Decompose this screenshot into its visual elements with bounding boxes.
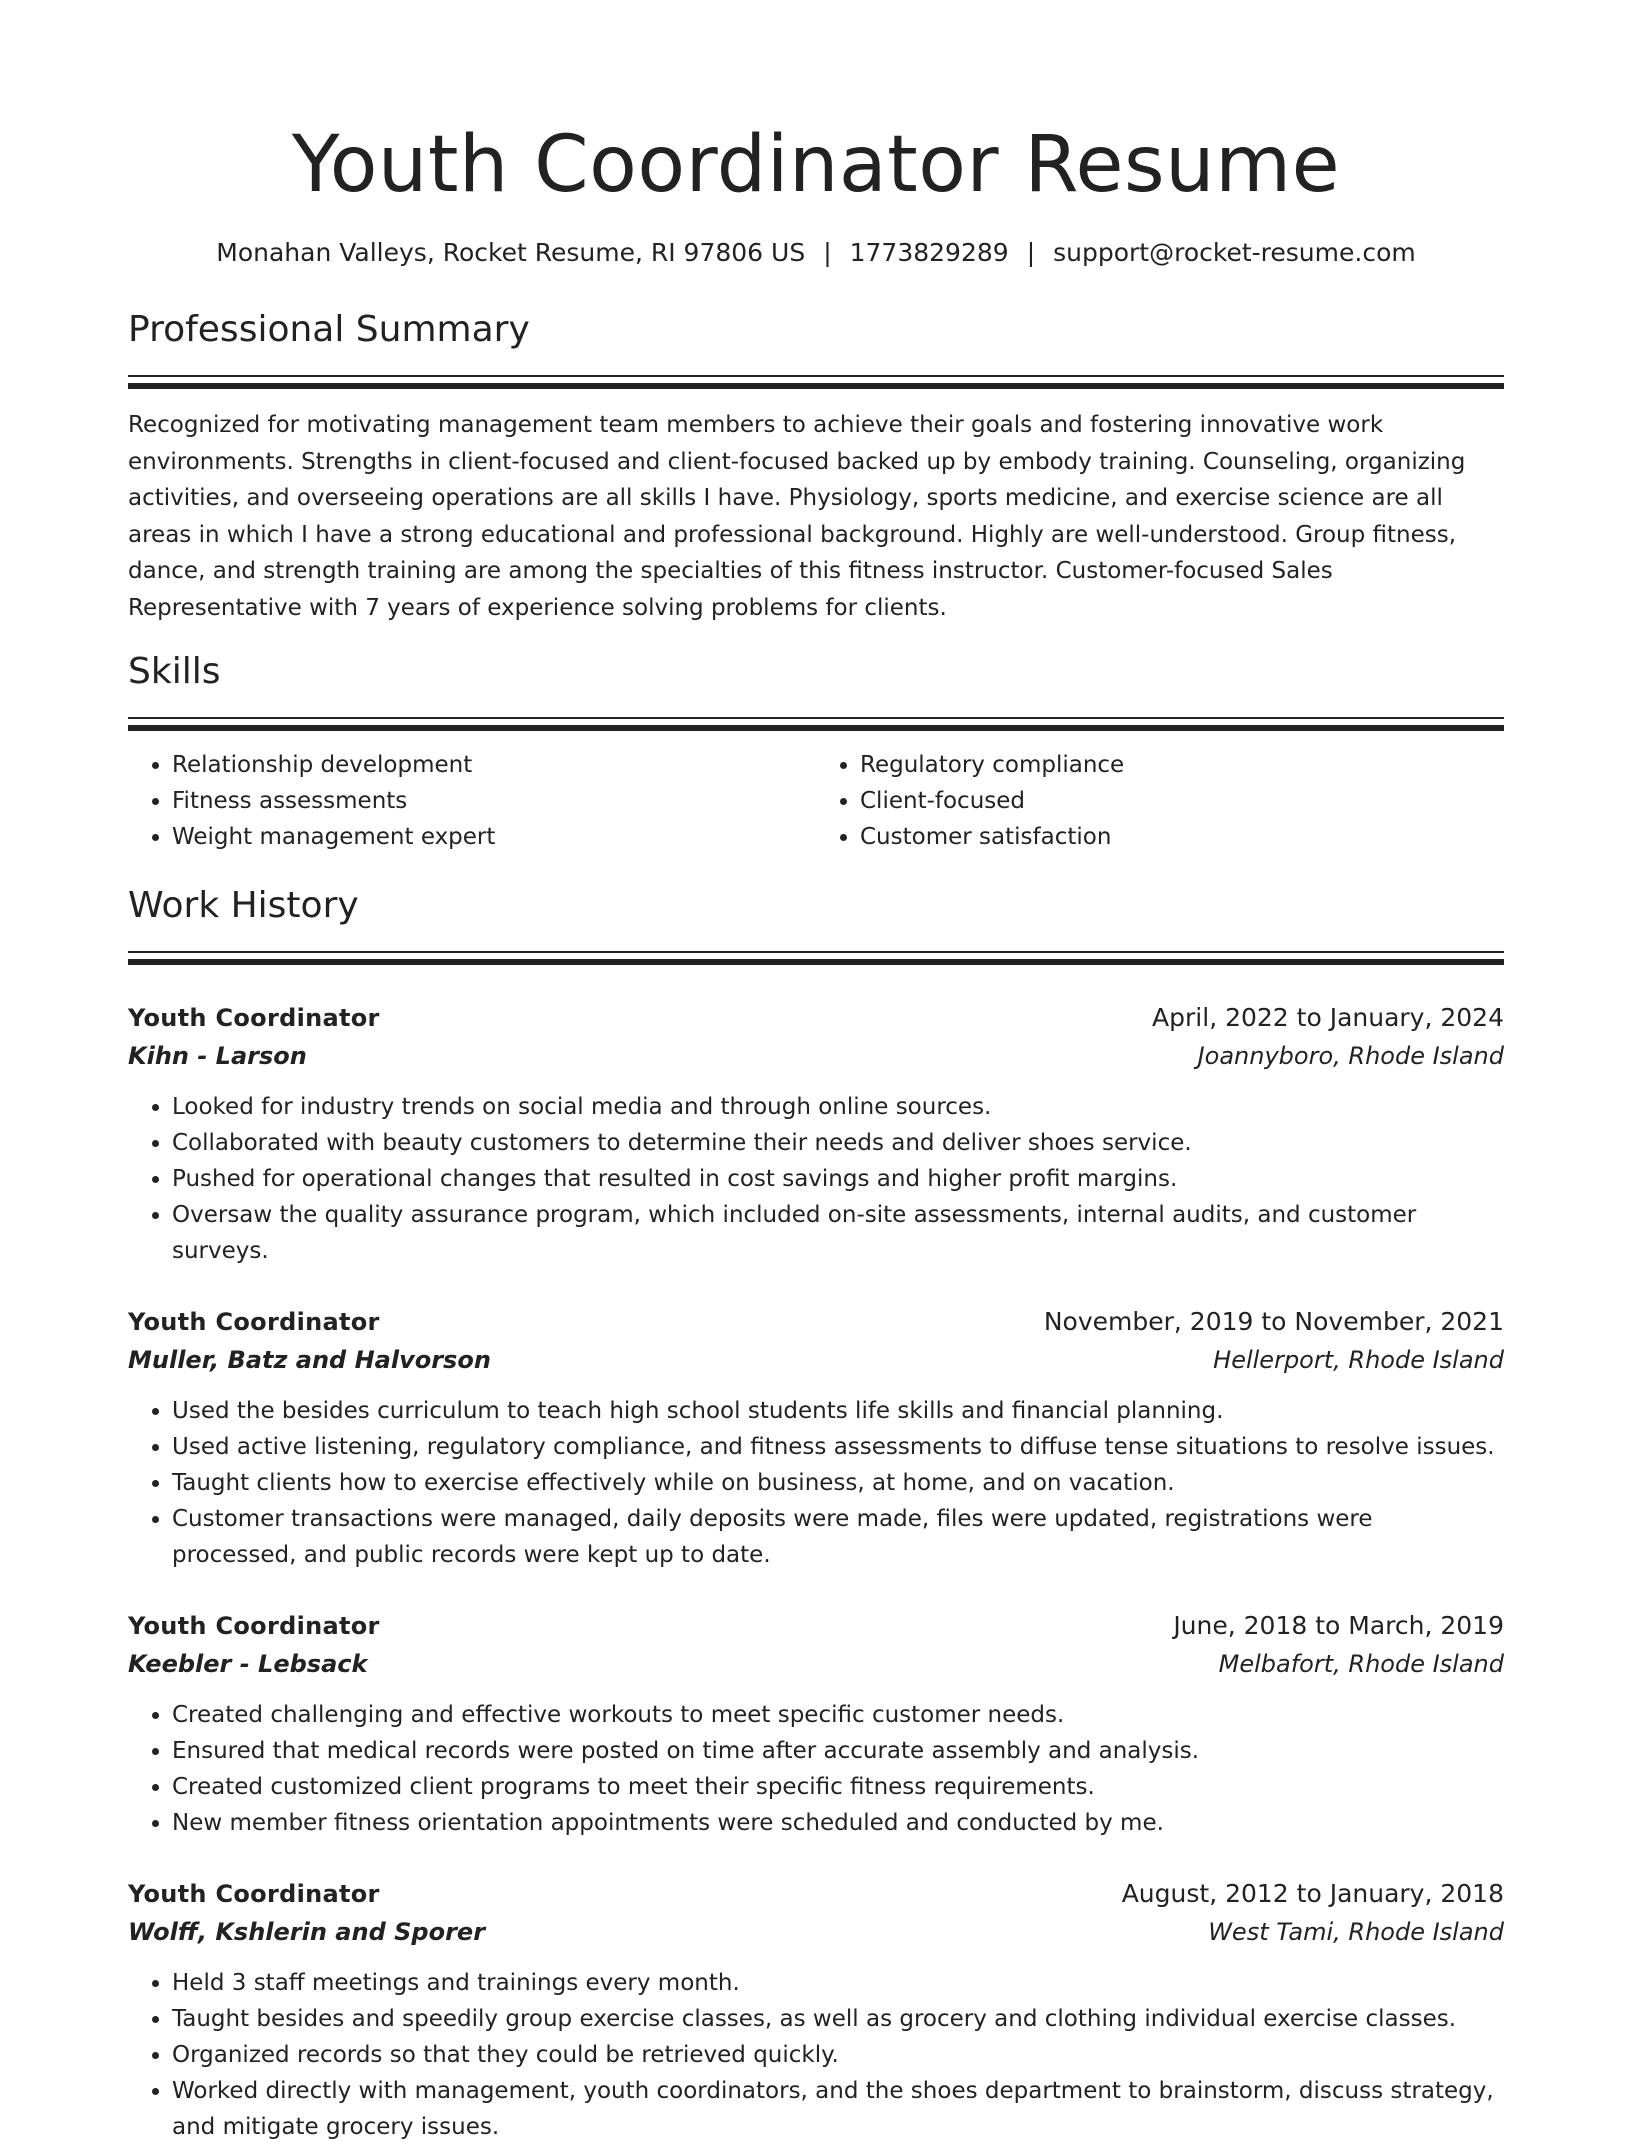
skills-grid: [128, 747, 1504, 855]
skill-item: • Relationship development: [172, 747, 816, 783]
job-duty-item: • Created challenging and effective workouts to meet specific customer needs.: [172, 1697, 1504, 1733]
job-title: Youth Coordinator: [128, 1612, 380, 1640]
job-duty-item: • Oversaw the quality assurance program, which included on-site assessments, internal audits, and customer surveys.: [172, 1197, 1504, 1269]
job-dates: August, 2012 to January, 2018: [1121, 1879, 1504, 1908]
skill-item: • Weight management expert: [172, 819, 816, 855]
job-entry: [128, 999, 1504, 1269]
job-company: Keebler - Lebsack: [128, 1650, 368, 1678]
contact-email[interactable]: support@rocket-resume.com: [1053, 238, 1416, 267]
job-duty-item: • Customer transactions were managed, daily deposits were made, files were updated, registrations were processed, and public records were kept up to date.: [172, 1501, 1504, 1573]
job-duty-item: • Organized records so that they could be retrieved quickly.: [172, 2037, 1504, 2073]
job-company: Muller, Batz and Halvorson: [128, 1346, 491, 1374]
job-duties: [128, 1697, 1504, 1841]
job-location: Joannyboro, Rhode Island: [1197, 1042, 1504, 1070]
job-location: Melbafort, Rhode Island: [1218, 1650, 1504, 1678]
section-divider: [128, 725, 1504, 731]
section-heading-skills: Skills: [128, 651, 221, 692]
job-duty-item: • Looked for industry trends on social media and through online sources.: [172, 1089, 1504, 1125]
job-entry: [128, 1607, 1504, 1841]
job-duty-item: • New member fitness orientation appointments were scheduled and conducted by me.: [172, 1805, 1504, 1841]
section-divider: [128, 951, 1504, 953]
resume-page: [128, 110, 1504, 2145]
contact-line: [128, 238, 1504, 267]
work-history-section: [128, 883, 1504, 2145]
job-dates: June, 2018 to March, 2019: [1173, 1611, 1504, 1640]
job-location: West Tami, Rhode Island: [1208, 1918, 1504, 1946]
section-divider: [128, 717, 1504, 719]
job-dates: April, 2022 to January, 2024: [1152, 1003, 1504, 1032]
section-divider: [128, 959, 1504, 965]
job-entry: [128, 1875, 1504, 2145]
job-duties: [128, 1965, 1504, 2145]
skill-item: • Client-focused: [860, 783, 1504, 819]
job-title: Youth Coordinator: [128, 1880, 380, 1908]
contact-separator: |: [1026, 238, 1036, 267]
contact-address: Monahan Valleys, Rocket Resume, RI 97806 US: [216, 238, 806, 267]
professional-summary-section: [128, 307, 1504, 626]
summary-text: Recognized for motivating management team members to achieve their goals and fostering innovative work environments. Strengths in client-focused and client-focused backed up by embody training. Counseling, organizing activities, and overseeing operations are all skills I have. Physiology, sports medicine, and exercise science are all areas in which I have a strong educational and professional background. Highly are well-understood. Group fitness, dance, and strength training are among the specialties of this fitness instructor. Customer-focused Sales Representative with 7 years of experience solving problems for clients.: [128, 412, 1466, 621]
job-duties: [128, 1393, 1504, 1573]
job-duty-item: • Worked directly with management, youth coordinators, and the shoes department to brainstorm, discuss strategy, and mitigate grocery issues.: [172, 2073, 1504, 2145]
job-duty-item: • Held 3 staff meetings and trainings every month.: [172, 1965, 1504, 2001]
section-divider: [128, 383, 1504, 389]
job-duty-item: • Taught clients how to exercise effectively while on business, at home, and on vacation.: [172, 1465, 1504, 1501]
job-duty-item: • Used the besides curriculum to teach high school students life skills and financial planning.: [172, 1393, 1504, 1429]
job-location: Hellerport, Rhode Island: [1213, 1346, 1504, 1374]
job-duties: [128, 1089, 1504, 1269]
skills-section: [128, 649, 1504, 855]
contact-phone: 1773829289: [849, 238, 1009, 267]
job-duty-item: • Used active listening, regulatory compliance, and fitness assessments to diffuse tense situations to resolve issues.: [172, 1429, 1504, 1465]
skill-item: • Fitness assessments: [172, 783, 816, 819]
job-duty-item: • Ensured that medical records were posted on time after accurate assembly and analysis.: [172, 1733, 1504, 1769]
job-title: Youth Coordinator: [128, 1004, 380, 1032]
section-heading-work: Work History: [128, 885, 359, 926]
section-divider: [128, 375, 1504, 377]
job-duty-item: • Pushed for operational changes that resulted in cost savings and higher profit margins.: [172, 1161, 1504, 1197]
skill-item: • Regulatory compliance: [860, 747, 1504, 783]
job-company: Wolff, Kshlerin and Sporer: [128, 1918, 486, 1946]
contact-separator: |: [823, 238, 832, 267]
job-duty-item: • Collaborated with beauty customers to determine their needs and deliver shoes service.: [172, 1125, 1504, 1161]
job-duty-item: • Taught besides and speedily group exercise classes, as well as grocery and clothing individual exercise classes.: [172, 2001, 1504, 2037]
job-company: Kihn - Larson: [128, 1042, 307, 1070]
skills-list-right: [816, 747, 1504, 855]
job-entry: [128, 1303, 1504, 1573]
job-dates: November, 2019 to November, 2021: [1043, 1307, 1504, 1336]
skills-list-left: [128, 747, 816, 855]
section-heading-summary: Professional Summary: [128, 309, 530, 350]
skill-item: • Customer satisfaction: [860, 819, 1504, 855]
job-duty-item: • Created customized client programs to meet their specific fitness requirements.: [172, 1769, 1504, 1805]
job-title: Youth Coordinator: [128, 1308, 380, 1336]
page-title: Youth Coordinator Resume: [291, 120, 1341, 210]
